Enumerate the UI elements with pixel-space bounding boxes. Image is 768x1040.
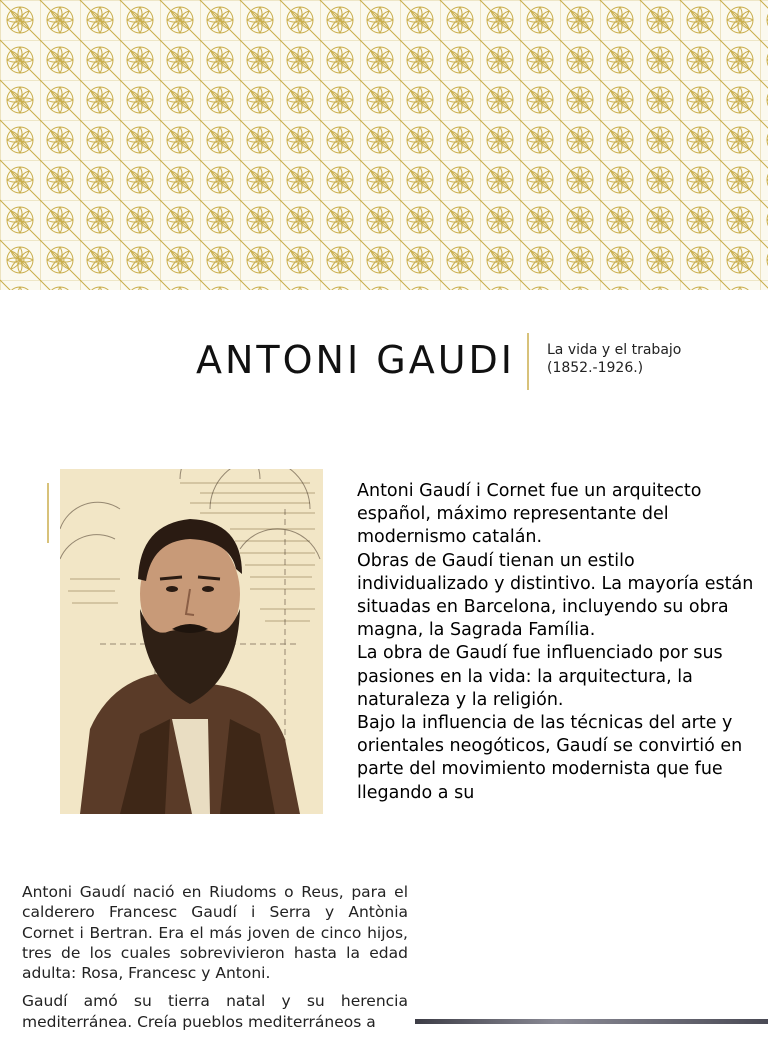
image-edge bbox=[415, 1019, 768, 1024]
title-divider bbox=[527, 333, 529, 390]
biography-text bbox=[357, 480, 757, 865]
bio-paragraph: La obra de Gaudí fue influenciado por sus pasiones en la vida: la arquitectura, la naturaleza y la religión. bbox=[357, 643, 723, 710]
subtitle-line-2: (1852.-1926.) bbox=[547, 360, 644, 376]
page-subtitle bbox=[547, 341, 681, 377]
portrait-icon bbox=[60, 469, 323, 814]
bio-paragraph: Antoni Gaudí i Cornet fue un arquitecto español, máximo representante del modernismo catalán. bbox=[357, 481, 702, 548]
accent-bar bbox=[47, 483, 49, 543]
early-life-text bbox=[22, 882, 408, 1040]
early-life-paragraph: Gaudí amó su tierra natal y su herencia mediterránea. Creía pueblos mediterráneos a bbox=[22, 992, 408, 1031]
subtitle-line-1: La vida y el trabajo bbox=[547, 342, 682, 358]
early-life-paragraph: Antoni Gaudí nació en Riudoms o Reus, para el calderero Francesc Gaudí i Serra y Antònia Cornet i Bertran. Era el más joven de cinco hijos, tres de los cuales sobrevivieron hasta la edad adulta: Rosa, Francesc y Antoni. bbox=[22, 883, 408, 983]
page-title: ANTONI GAUDI bbox=[196, 338, 515, 382]
bio-paragraph: Bajo la influencia de las técnicas del arte y orientales neogóticos, Gaudí se convirtió en parte del movimiento modernista que fue llegando a su bbox=[357, 713, 743, 803]
portrait-image bbox=[60, 469, 323, 814]
bio-paragraph: Obras de Gaudí tienan un estilo individualizado y distintivo. La mayoría están situadas en Barcelona, incluyendo su obra magna, la Sagrada Família. bbox=[357, 550, 754, 641]
decorative-tile-pattern bbox=[0, 0, 768, 290]
